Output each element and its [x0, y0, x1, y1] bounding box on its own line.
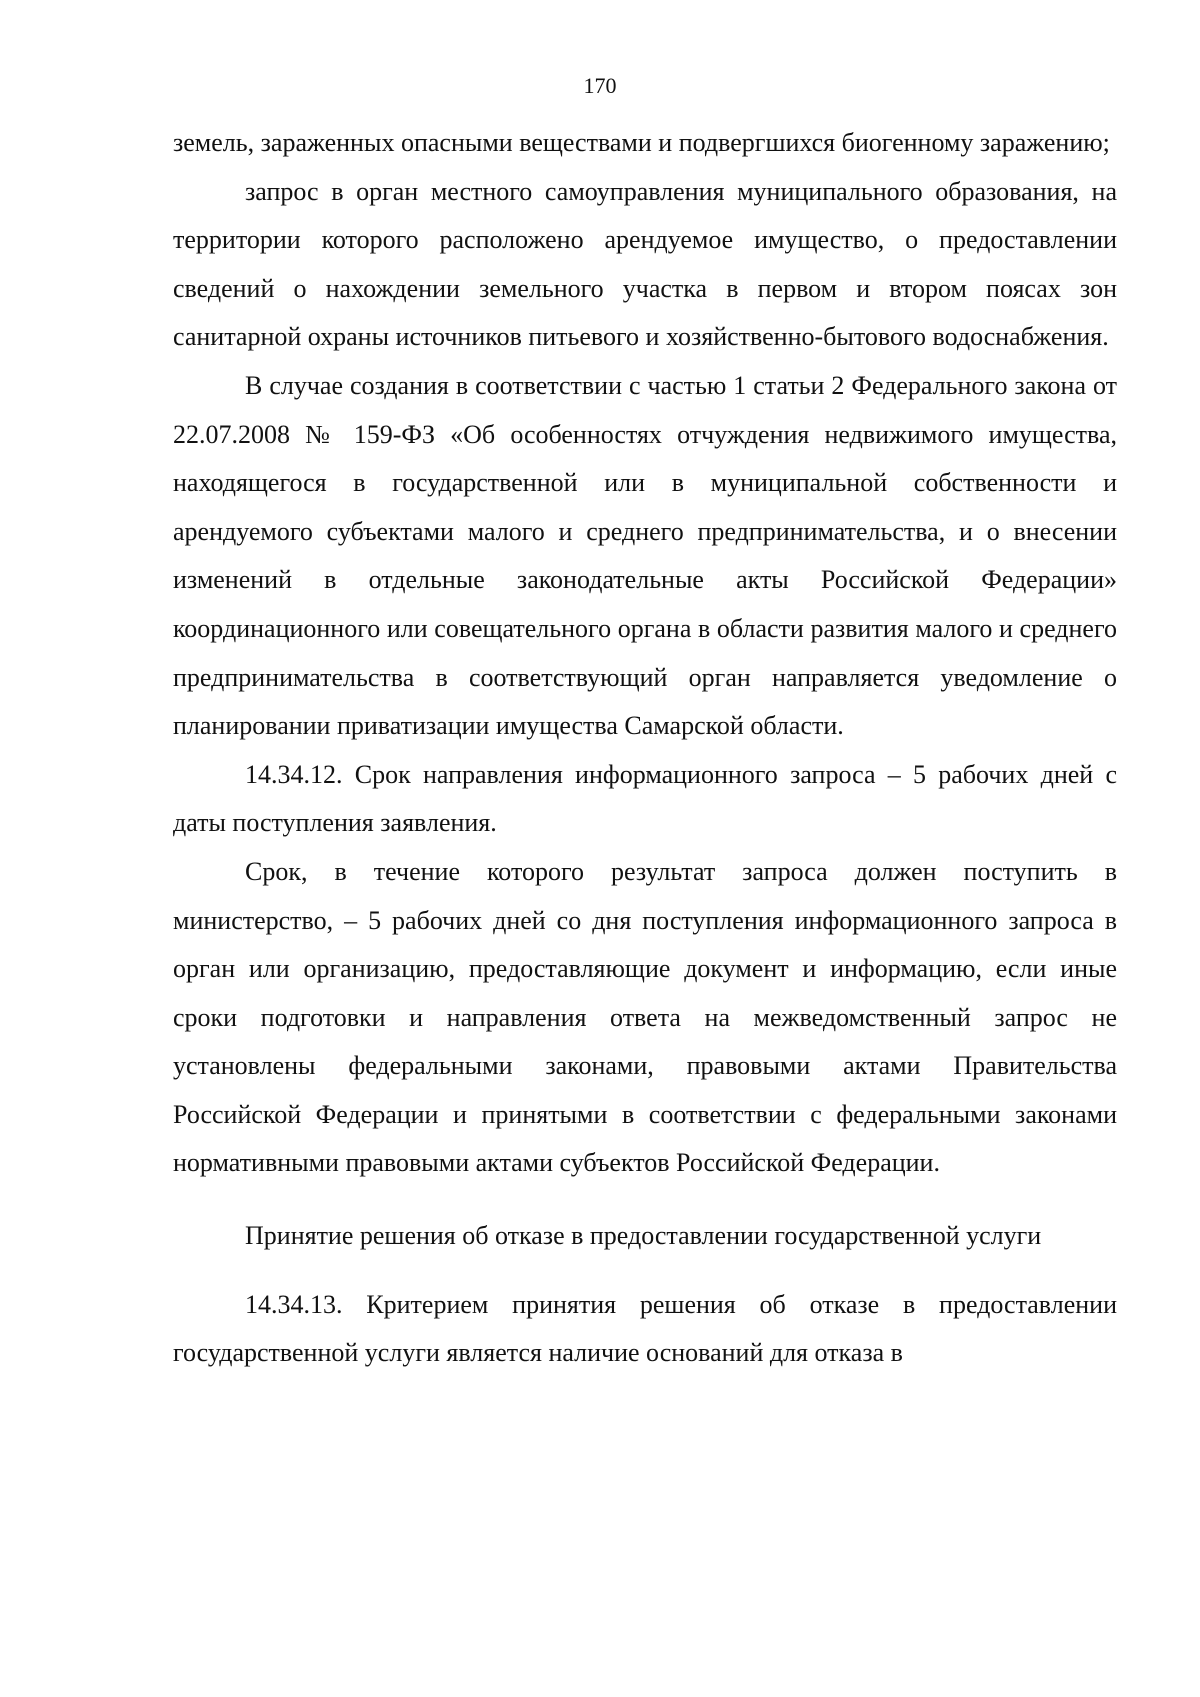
paragraph-response-deadline: Срок, в течение которого результат запроса должен поступить в министерство, – 5 рабочих дней со дня поступления информационного запроса в орган или организацию, предоставляющие документ и информацию, если иные сроки подготовки и направления ответа на межведомственный запрос не установлены федеральными законами, правовыми актами Правительства Российской Федерации и принятыми в соответствии с федеральными законами нормативными правовыми актами субъектов Российской Федерации. [173, 856, 1117, 1178]
section-heading-refusal-decision: Принятие решения об отказе в предоставлении государственной услуги [245, 1221, 1042, 1251]
paragraph-refusal-criterion: 14.34.13. Критерием принятия решения об отказе в предоставлении государственной услуги является наличие оснований для отказа в [173, 1289, 1117, 1368]
paragraph-coordination-body-notice: В случае создания в соответствии с частью 1 статьи 2 Федерального закона от 22.07.2008 № 159-ФЗ «Об особенностях отчуждения недвижимого имущества, находящегося в государственной или в муниципальной собственности и арендуемого субъектами малого и среднего предпринимательства, и о внесении изменений в отдельные законодательные акты Российской Федерации» координационного или совещательного органа в области развития малого и среднего предпринимательства в соответствующий орган направляется уведомление о планировании приватизации имущества Самарской области. [173, 370, 1117, 741]
document-body [173, 119, 1117, 1378]
page-number: 170 [583, 73, 617, 98]
paragraph-local-government-request: запрос в орган местного самоуправления муниципального образования, на территории которого расположено арендуемое имущество, о предоставлении сведений о нахождении земельного участка в первом и втором поясах зон санитарной охраны источников питьевого и хозяйственно-бытового водоснабжения. [173, 176, 1117, 352]
paragraph-request-deadline: 14.34.12. Срок направления информационного запроса – 5 рабочих дней с даты поступления заявления. [173, 759, 1117, 838]
paragraph-land-contamination: земель, зараженных опасными веществами и подвергшихся биогенному заражению; [173, 128, 1110, 157]
